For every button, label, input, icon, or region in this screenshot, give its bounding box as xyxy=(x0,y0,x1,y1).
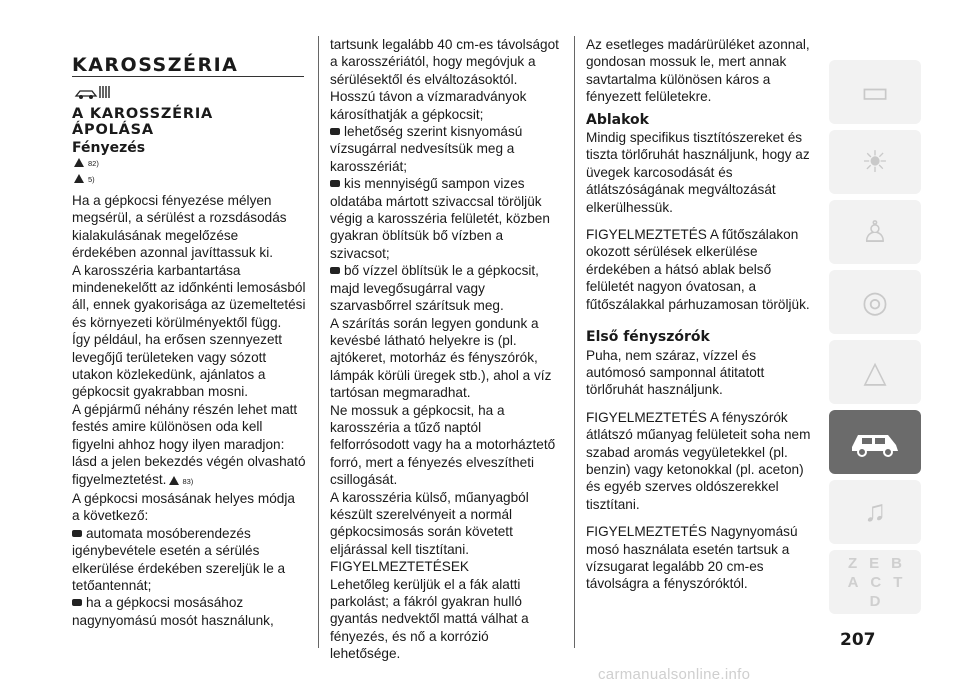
index-letter: E xyxy=(869,554,880,572)
list-item: kis mennyiségű sampon vizes oldatába mártott szivaccsal töröljük végig a karosszéria felületét, közben gyakran öblítsük bő vízben a szivacsot; xyxy=(330,176,550,261)
page-number: 207 xyxy=(840,630,876,650)
paragraph: FIGYELMEZTETÉS A fényszórók átlátszó műanyag felületeit soha nem szabad aromás vegyületekkel (pl. benzin) vagy ketonokkal (pl. aceton) és egyéb szerves oldószerekkel tisztítani. xyxy=(586,409,811,512)
column-1-text xyxy=(72,192,306,629)
paragraph: Az esetleges madárürüléket azonnal, gondosan mossuk le, mert annak savtartalma különösen káros a fényezett felületekre. xyxy=(586,37,810,105)
note-triangle-icon xyxy=(74,174,84,183)
paragraph: Ha a gépkocsi fényezése mélyen megsérül, a sérülést a rozsdásodás kialakulásának megelőzése érdekében azonnal javíttassuk ki. xyxy=(72,193,287,261)
bullet-icon xyxy=(330,267,340,274)
tab-emergency[interactable] xyxy=(829,340,921,404)
warning-reference-1: 82) xyxy=(74,158,99,168)
title-rule xyxy=(72,76,304,77)
index-letter: B xyxy=(891,554,903,572)
section-subtitle: Fényezés xyxy=(72,140,146,156)
tab-warning-lights[interactable] xyxy=(829,130,921,194)
car-service-icon xyxy=(848,425,902,459)
index-letter: D xyxy=(869,592,881,610)
column-2-text xyxy=(330,36,560,663)
chapter-tabs xyxy=(829,60,921,620)
steering-wheel-icon: ◎ xyxy=(861,285,889,319)
watermark: carmanualsonline.info xyxy=(598,666,751,683)
warning-lights-icon: ☀ xyxy=(861,145,889,179)
list-item: automata mosóberendezés igénybevétele esetén a sérülés elkerülése érdekében szereljük le a tetőantennát; xyxy=(72,525,286,593)
bullet-icon xyxy=(72,530,82,537)
paragraph: A gépkocsi mosásának helyes módja a következő: xyxy=(72,490,295,524)
tab-dashboard[interactable] xyxy=(829,60,921,124)
column-divider-1 xyxy=(318,36,319,648)
column-3-text xyxy=(586,36,816,593)
index-letter: C xyxy=(870,573,882,591)
dashboard-icon: ▭ xyxy=(860,75,890,109)
list-item: bő vízzel öblítsük le a gépkocsit, majd levegősugárral vagy szarvasbőrrel szárítsuk meg. xyxy=(330,263,539,314)
tab-index[interactable] xyxy=(829,550,921,614)
list-item: lehetőség szerint kisnyomású vízsugárral nedvesítsük meg a karosszériát; xyxy=(330,124,523,174)
paragraph: A gépjármű néhány részén lehet matt festés amire különösen oda kell figyelni ahhoz hogy ilyen maradjon: lásd a jelen bekezdés végén olvasható figyelmeztetést. 83) xyxy=(72,401,306,487)
warning-reference: 83) xyxy=(166,477,193,486)
list-item: ha a gépkocsi mosásához nagynyomású mosót használunk, xyxy=(72,595,274,628)
warning-triangle-icon xyxy=(169,476,179,485)
car-wash-icon xyxy=(74,84,112,103)
tab-maintenance[interactable] xyxy=(829,410,921,474)
seat-belt-icon: ♙ xyxy=(861,215,889,249)
index-letter: Z xyxy=(847,554,858,572)
warning-triangle-icon xyxy=(74,158,84,167)
paragraph: Mindig specifikus tisztítószereket és tiszta törlőruhát használjunk, hogy az üvegek karcosodását és átlátszóságának megváltozását elkerülhessük. xyxy=(586,130,810,215)
warnings-label: FIGYELMEZTETÉSEK xyxy=(330,559,469,575)
paragraph: Ne mossuk a gépkocsit, ha a karosszéria a tűző naptól felforrósodott vagy ha a motorháztető forró, mert a fényezés elveszítheti csillogását. xyxy=(330,402,556,488)
paragraph: A szárítás során legyen gondunk a kevésbé látható helyekre is (pl. ajtókeret, motorház és fényszórók, lámpák körüli üregek stb.), ahol a víz tartósan megmaradhat. xyxy=(330,315,552,401)
tab-driving[interactable] xyxy=(829,270,921,334)
warning-triangle-icon: △ xyxy=(863,355,887,389)
paragraph: FIGYELMEZTETÉS Nagynyomású mosó használata esetén tartsuk a vízsugarat legalább 20 cm-es távolságra a fényszóróktól. xyxy=(586,524,798,592)
paragraph: Puha, nem száraz, vízzel és autómosó samponnal átitatott törlőruhát használjunk. xyxy=(586,347,765,398)
index-letter: T xyxy=(893,573,903,591)
paragraph: Lehetőleg kerüljük el a fák alatti parkolást; a fákról gyakran hulló gyantás nedvektől mattá válhat a fényezés, és nő a korrózió lehetősége. xyxy=(330,576,529,662)
note-reference-2: 5) xyxy=(74,174,95,184)
paragraph: tartsunk legalább 40 cm-es távolságot a karosszériától, hogy megóvjuk a sérülésektől és elváltozásoktól. Hosszú távon a vízmaradványok károsíthatják a gépkocsit; xyxy=(330,37,559,122)
bullet-icon xyxy=(330,128,340,135)
paragraph: A karosszéria karbantartása mindenekelőtt az időnkénti lemosásból áll, ennek gyakorisága az üzemeltetési és környezeti körülményektől függ. xyxy=(72,262,306,330)
heading-windows: Ablakok xyxy=(586,111,649,128)
bullet-icon xyxy=(330,180,340,187)
page-title: KAROSSZÉRIA xyxy=(72,54,239,76)
section-title: A KAROSSZÉRIA ÁPOLÁSA xyxy=(72,106,214,138)
index-letter: A xyxy=(847,573,859,591)
paragraph: FIGYELMEZTETÉS A fűtőszálakon okozott sérülések elkerülése érdekében a hátsó ablak belső felületét nagyon óvatosan, a fűtőszálakkal párhuzamosan töröljük. xyxy=(586,227,810,312)
heading-headlights: Első fényszórók xyxy=(586,329,710,346)
paragraph: A karosszéria külső, műanyagból készült szerelvényeit a normál gépkocsimosás során követett eljárással kell tisztítani. xyxy=(330,489,529,557)
tab-safety[interactable] xyxy=(829,200,921,264)
bullet-icon xyxy=(72,599,82,606)
tab-multimedia[interactable] xyxy=(829,480,921,544)
multimedia-icon: ♫ xyxy=(863,495,887,528)
column-divider-2 xyxy=(574,36,575,648)
paragraph: Így például, ha erősen szennyezett levegőjű területeken vagy sózott utakon közlekedünk, ajánlatos a gépkocsit gyakrabban mosni. xyxy=(72,332,283,400)
